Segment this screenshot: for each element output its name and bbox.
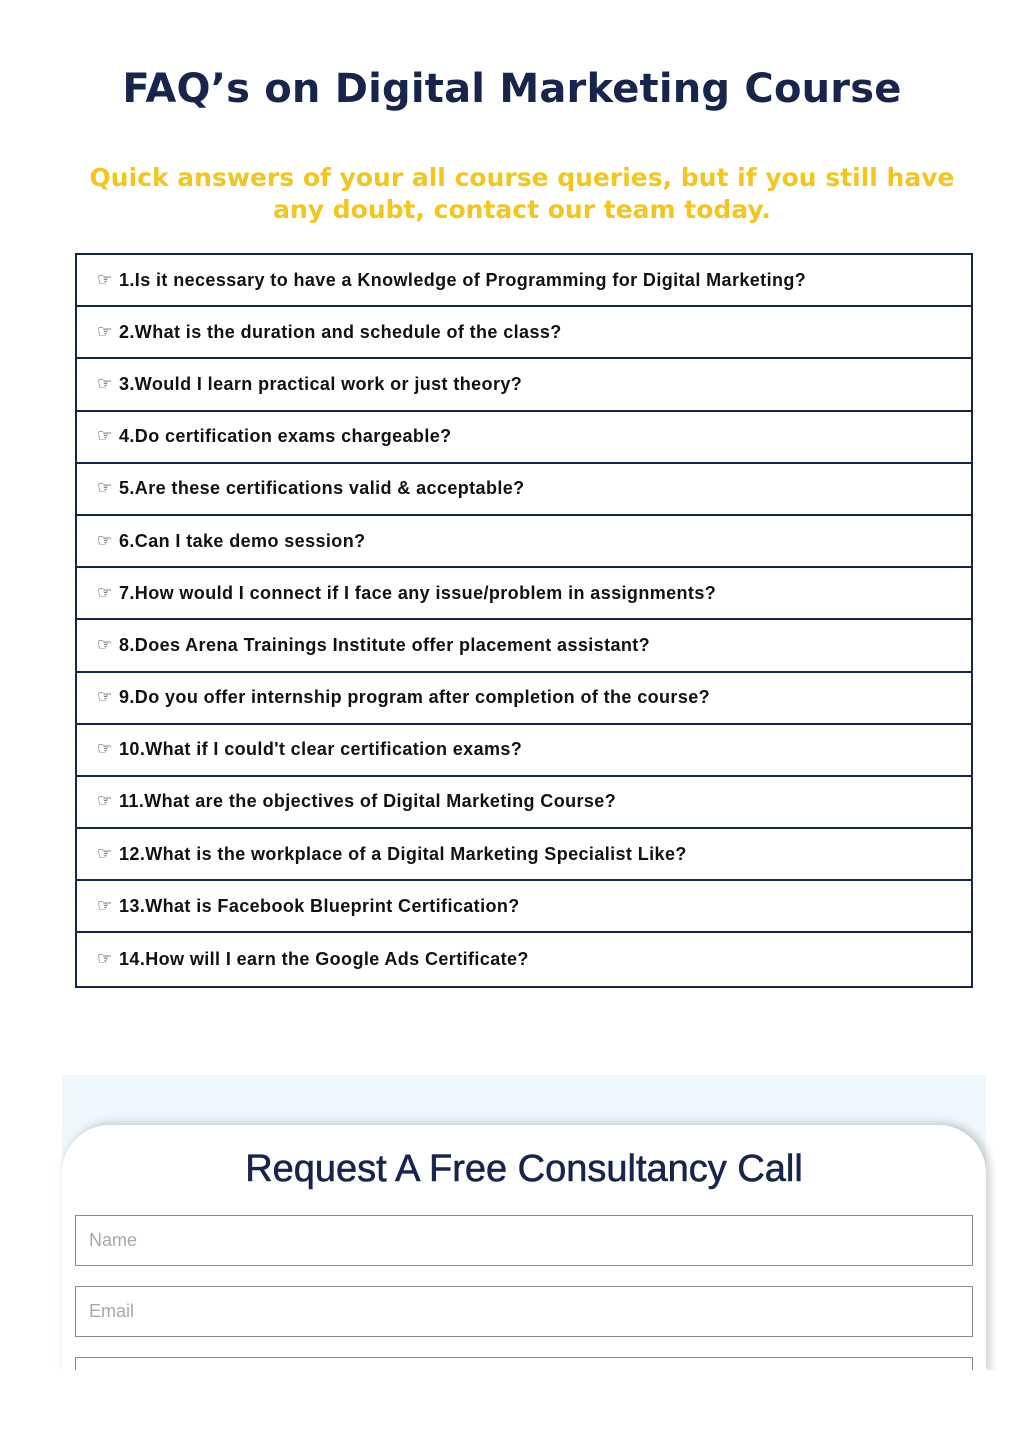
faq-item-11[interactable] [77,777,971,829]
faq-question: 11.What are the objectives of Digital Marketing Course? [119,791,617,812]
hand-pointing-right-icon: ☞ [97,321,113,342]
faq-item-1[interactable] [77,255,971,307]
hand-pointing-right-icon: ☞ [97,582,113,603]
faq-subtitle: Quick answers of your all course queries, but if you still have any doubt, contact our team today. [89,163,955,224]
hand-pointing-right-icon: ☞ [97,373,113,394]
faq-question: 3.Would I learn practical work or just theory? [119,373,523,394]
faq-question: 10.What if I could't clear certification exams? [119,739,523,760]
page-bottom-blank [0,1370,1024,1449]
faq-question: 1.Is it necessary to have a Knowledge of Programming for Digital Marketing? [119,269,807,290]
faq-question: 14.How will I earn the Google Ads Certificate? [119,949,529,970]
faq-item-6[interactable] [77,516,971,568]
faq-item-14[interactable] [77,933,971,985]
faq-question: 8.Does Arena Trainings Institute offer placement assistant? [119,634,651,655]
faq-item-5[interactable] [77,464,971,516]
faq-question: 6.Can I take demo session? [119,530,366,551]
hand-pointing-right-icon: ☞ [97,478,113,499]
faq-question: 13.What is Facebook Blueprint Certification? [119,895,520,916]
hand-pointing-right-icon: ☞ [97,739,113,760]
hand-pointing-right-icon: ☞ [97,687,113,708]
hand-pointing-right-icon: ☞ [97,269,113,290]
contact-form-title: Request A Free Consultancy Call [245,1148,803,1190]
faq-question: 7.How would I connect if I face any issue/problem in assignments? [119,582,717,603]
hand-pointing-right-icon: ☞ [97,895,113,916]
faq-item-3[interactable] [77,359,971,411]
hand-pointing-right-icon: ☞ [97,530,113,551]
faq-question: 5.Are these certifications valid & acceptable? [119,478,525,499]
faq-question: 2.What is the duration and schedule of the class? [119,321,562,342]
hand-pointing-right-icon: ☞ [97,426,113,447]
faq-item-4[interactable] [77,412,971,464]
faq-title: FAQ’s on Digital Marketing Course [122,66,902,112]
faq-item-13[interactable] [77,881,971,933]
faq-item-2[interactable] [77,307,971,359]
faq-question: 4.Do certification exams chargeable? [119,426,452,447]
hand-pointing-right-icon: ☞ [97,791,113,812]
faq-list [75,253,973,988]
faq-item-9[interactable] [77,673,971,725]
hand-pointing-right-icon: ☞ [97,949,113,970]
faq-question: 9.Do you offer internship program after completion of the course? [119,687,711,708]
hand-pointing-right-icon: ☞ [97,843,113,864]
email-field[interactable] [75,1286,973,1337]
hand-pointing-right-icon: ☞ [97,634,113,655]
name-field[interactable] [75,1215,973,1266]
faq-item-7[interactable] [77,568,971,620]
faq-item-10[interactable] [77,725,971,777]
faq-item-12[interactable] [77,829,971,881]
faq-item-8[interactable] [77,620,971,672]
faq-question: 12.What is the workplace of a Digital Marketing Specialist Like? [119,843,687,864]
